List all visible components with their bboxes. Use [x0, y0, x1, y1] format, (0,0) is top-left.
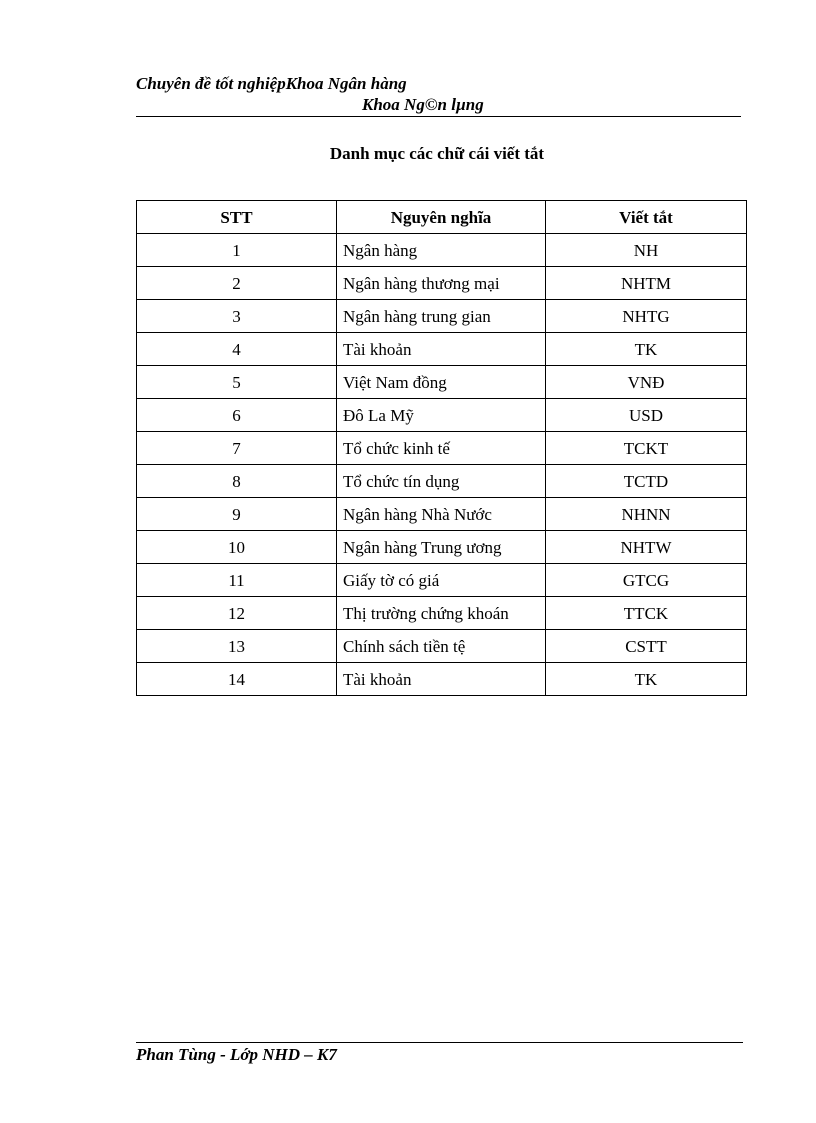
page-footer: Phan Tùng - Lớp NHD – K7 — [136, 1045, 337, 1064]
footer-divider — [136, 1042, 743, 1043]
table-row — [137, 432, 747, 465]
row-meaning: Giấy tờ có giá — [337, 564, 546, 597]
row-number: 14 — [137, 663, 337, 696]
row-meaning: Ngân hàng Trung ương — [337, 531, 546, 564]
row-number: 8 — [137, 465, 337, 498]
row-meaning: Ngân hàng — [337, 234, 546, 267]
row-number: 2 — [137, 267, 337, 300]
table-row — [137, 531, 747, 564]
row-meaning: Ngân hàng thương mại — [337, 267, 546, 300]
row-abbreviation: TTCK — [546, 597, 747, 630]
row-meaning: Thị trường chứng khoán — [337, 597, 546, 630]
row-number: 5 — [137, 366, 337, 399]
table-row — [137, 333, 747, 366]
table-row — [137, 300, 747, 333]
document-title: Danh mục các chữ cái viết tắt — [329, 144, 545, 163]
table-row — [137, 366, 747, 399]
row-number: 6 — [137, 399, 337, 432]
table-row — [137, 267, 747, 300]
table-row — [137, 234, 747, 267]
column-header-abbreviation: Viết tắt — [546, 201, 747, 234]
row-meaning: Chính sách tiền tệ — [337, 630, 546, 663]
table-row — [137, 630, 747, 663]
abbreviation-table — [136, 200, 747, 696]
row-meaning: Việt Nam đồng — [337, 366, 546, 399]
row-abbreviation: NHNN — [546, 498, 747, 531]
row-abbreviation: NHTG — [546, 300, 747, 333]
table-row — [137, 498, 747, 531]
row-number: 9 — [137, 498, 337, 531]
table-row — [137, 564, 747, 597]
row-abbreviation: NHTM — [546, 267, 747, 300]
row-number: 4 — [137, 333, 337, 366]
table-header-row — [137, 201, 747, 234]
row-abbreviation: TK — [546, 663, 747, 696]
row-abbreviation: TCTD — [546, 465, 747, 498]
row-abbreviation: USD — [546, 399, 747, 432]
column-header-meaning: Nguyên nghĩa — [337, 201, 546, 234]
row-number: 3 — [137, 300, 337, 333]
row-meaning: Ngân hàng trung gian — [337, 300, 546, 333]
row-abbreviation: TCKT — [546, 432, 747, 465]
row-number: 1 — [137, 234, 337, 267]
header-divider — [136, 116, 741, 117]
row-abbreviation: CSTT — [546, 630, 747, 663]
row-number: 11 — [137, 564, 337, 597]
row-meaning: Ngân hàng Nhà Nước — [337, 498, 546, 531]
row-number: 13 — [137, 630, 337, 663]
table-row — [137, 663, 747, 696]
column-header-stt: STT — [137, 201, 337, 234]
row-meaning: Tài khoản — [337, 333, 546, 366]
table-row — [137, 399, 747, 432]
row-number: 12 — [137, 597, 337, 630]
table-row — [137, 465, 747, 498]
row-meaning: Tổ chức kinh tế — [337, 432, 546, 465]
row-meaning: Tổ chức tín dụng — [337, 465, 546, 498]
row-abbreviation: NH — [546, 234, 747, 267]
row-meaning: Đô La Mỹ — [337, 399, 546, 432]
table-body — [137, 234, 747, 696]
row-meaning: Tài khoản — [337, 663, 546, 696]
row-abbreviation: TK — [546, 333, 747, 366]
row-number: 7 — [137, 432, 337, 465]
page-header-line-1: Chuyên đề tốt nghiệpKhoa Ngân hàng — [136, 74, 407, 93]
row-abbreviation: VNĐ — [546, 366, 747, 399]
table-row — [137, 597, 747, 630]
row-abbreviation: GTCG — [546, 564, 747, 597]
page-header-line-2: Khoa Ng©n lµng — [362, 95, 484, 114]
row-abbreviation: NHTW — [546, 531, 747, 564]
row-number: 10 — [137, 531, 337, 564]
